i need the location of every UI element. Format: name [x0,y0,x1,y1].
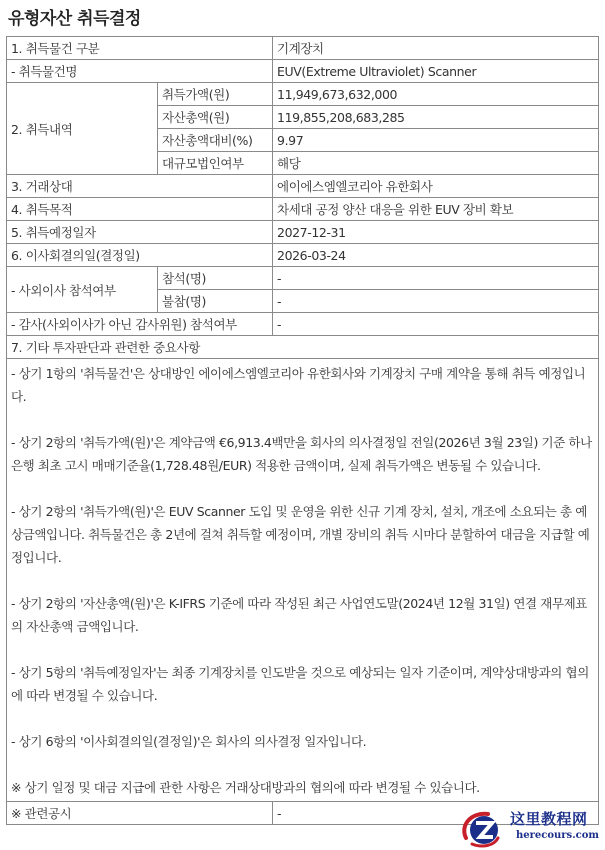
sub-value-present: - [273,267,599,290]
row-value-board-date: 2026-03-24 [273,244,599,267]
z-logo-icon [458,808,510,850]
row-label-other-matters: 7. 기타 투자판단과 관련한 중요사항 [7,336,599,359]
row-value-asset-type: 기계장치 [273,37,599,60]
row-value-counterparty: 에이에스엠엘코리아 유한회사 [273,175,599,198]
row-value-auditor-attendance: - [273,313,599,336]
sub-label-asset-ratio: 자산총액대비(%) [158,129,273,152]
note-paragraph: ※ 상기 일정 및 대금 지급에 관한 사항은 거래상대방과의 협의에 따라 변경될 수 있습니다. [11,780,480,795]
row-label-outside-directors: - 사외이사 참석여부 [7,267,158,313]
row-label-expected-date: 5. 취득예정일자 [7,221,273,244]
table-row [7,175,599,198]
table-row [7,37,599,60]
note-paragraph: - 상기 5항의 '취득예정일자'는 최종 기계장치를 인도받을 것으로 예상되는 일자 기준이며, 계약상대방과의 협의에 따라 변경될 수 있습니다. [11,665,589,703]
row-value-asset-name: EUV(Extreme Ultraviolet) Scanner [273,60,599,83]
disclosure-table [6,36,599,825]
sub-value-asset-ratio: 9.97 [273,129,599,152]
sub-label-acquisition-price: 취득가액(원) [158,83,273,106]
table-row [7,313,599,336]
sub-label-absent: 불참(명) [158,290,273,313]
table-row [7,359,599,802]
sub-value-acquisition-price: 11,949,673,632,000 [273,83,599,106]
watermark-domain: herecours.com [516,830,600,841]
table-row [7,267,599,290]
row-label-asset-type: 1. 취득물건 구분 [7,37,273,60]
sub-label-present: 참석(명) [158,267,273,290]
watermark-title: 这里教程网 [510,810,588,828]
note-paragraph: - 상기 6항의 '이사회결의일(결정일)'은 회사의 의사결정 일자입니다. [11,734,367,749]
table-row [7,336,599,359]
row-value-related-disclosure: - [273,802,599,825]
note-paragraph: - 상기 1항의 '취득물건'은 상대방인 에이에스엠엘코리아 유한회사와 기계장치 구매 계약을 통해 취득 예정입니다. [11,366,586,404]
row-label-auditor-attendance: - 감사(사외이사가 아닌 감사위원) 참석여부 [7,313,273,336]
page-title: 유형자산 취득결정 [8,9,141,29]
note-spacer [11,638,594,661]
note-paragraph: - 상기 2항의 '취득가액(원)'은 EUV Scanner 도입 및 운영을 위한 신규 기계 장치, 설치, 개조에 소요되는 총 예상금액입니다. 취득물건은 총 2년에 걸쳐 취득할 예정이며, 개별 장비의 취득 시마다 분할하여 대금을 지급할 예정입니다. [11,504,590,565]
sub-label-large-corp: 대규모법인여부 [158,152,273,175]
row-label-acquisition-details: 2. 취득내역 [7,83,158,175]
note-spacer [11,569,594,592]
note-paragraph: - 상기 2항의 '자산총액(원)'은 K-IFRS 기준에 따라 작성된 최근 사업연도말(2024년 12월 31일) 연결 재무제표의 자산총액 금액입니다. [11,596,587,634]
table-row [7,244,599,267]
note-spacer [11,477,594,500]
sub-value-large-corp: 해당 [273,152,599,175]
note-paragraph: - 상기 2항의 '취득가액(원)'은 계약금액 €6,913.4백만을 회사의 의사결정일 전일(2026년 3월 23일) 기준 하나은행 최초 고시 매매기준율(1,728.48원/EUR) 적용한 금액이며, 실제 취득가액은 변동될 수 있습니다. [11,435,592,473]
sub-label-total-assets: 자산총액(원) [158,106,273,129]
table-row [7,198,599,221]
note-spacer [11,753,594,776]
other-matters-notes [7,359,599,802]
table-row [7,83,599,106]
note-spacer [11,707,594,730]
sub-value-total-assets: 119,855,208,683,285 [273,106,599,129]
row-label-board-date: 6. 이사회결의일(결정일) [7,244,273,267]
table-row [7,60,599,83]
row-value-expected-date: 2027-12-31 [273,221,599,244]
table-row [7,221,599,244]
sub-value-absent: - [273,290,599,313]
row-value-purpose: 차세대 공정 양산 대응을 위한 EUV 장비 확보 [273,198,599,221]
note-spacer [11,408,594,431]
watermark [458,808,603,848]
row-label-purpose: 4. 취득목적 [7,198,273,221]
row-label-counterparty: 3. 거래상대 [7,175,273,198]
row-label-related-disclosure: ※ 관련공시 [7,802,273,825]
row-label-asset-name: - 취득물건명 [7,60,273,83]
